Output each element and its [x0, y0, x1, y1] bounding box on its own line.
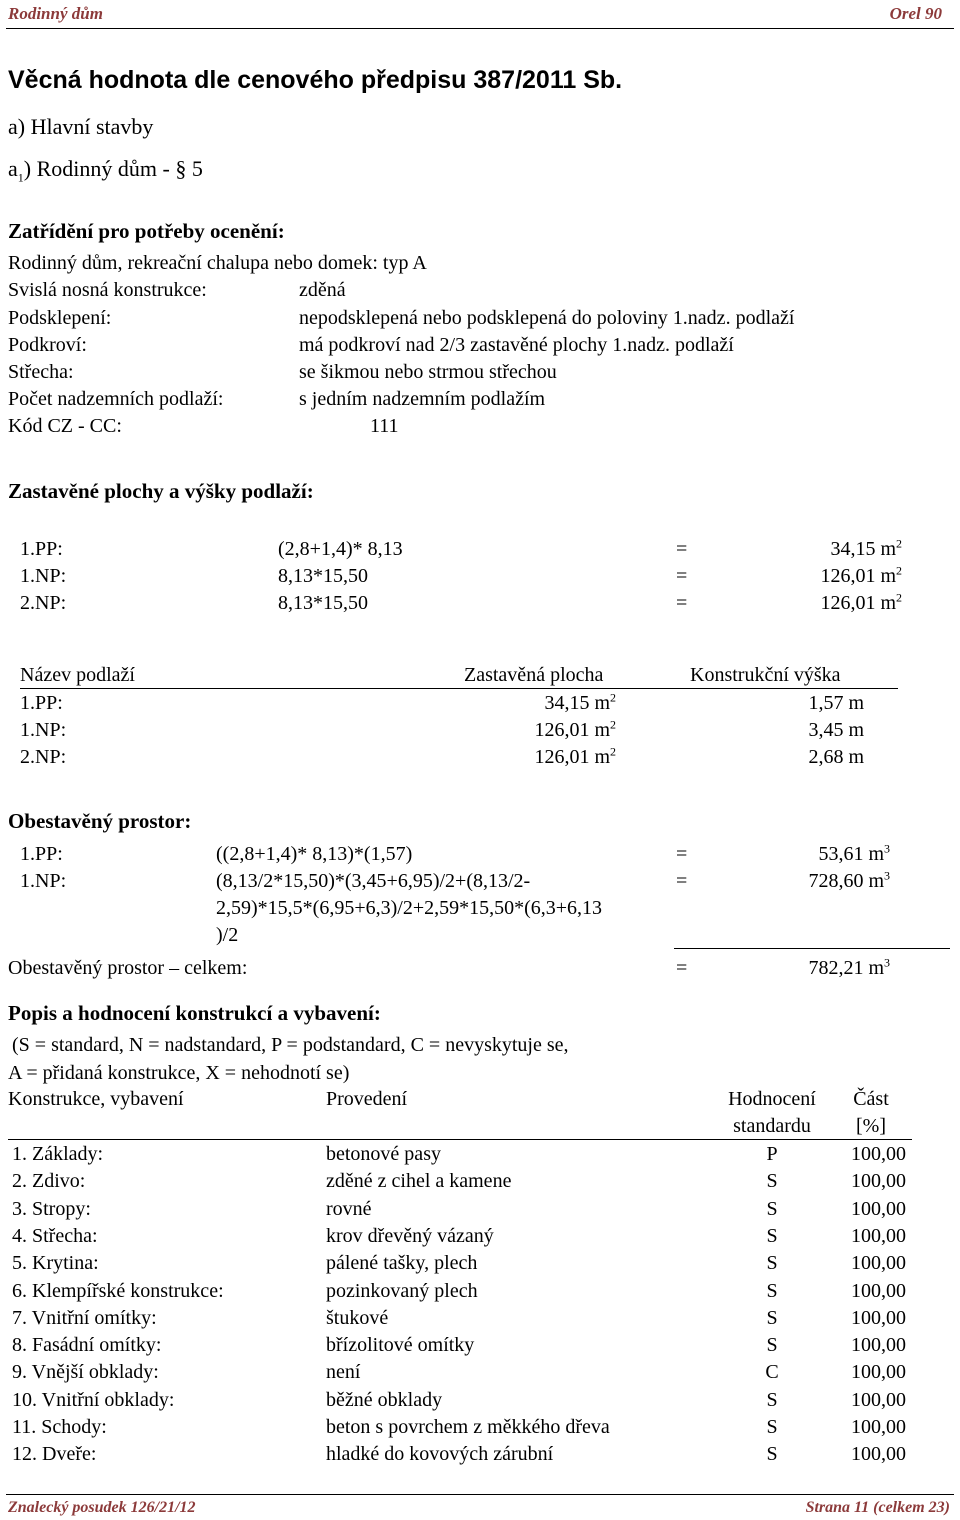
construction-part: 100,00: [851, 1389, 906, 1411]
construction-rating: S: [766, 1334, 778, 1356]
construction-item: 10. Vnitřní obklady:: [12, 1389, 175, 1411]
construction-design: krov dřevěný vázaný: [326, 1225, 494, 1247]
floor-table-name: 2.NP:: [20, 746, 67, 768]
volume-value: 728,60 $m^3$: [808, 868, 890, 892]
construction-part: 100,00: [851, 1198, 906, 1220]
area-value: 126,01 $m^2$: [820, 563, 902, 587]
col-header-part: Část: [853, 1088, 889, 1110]
footer-right: Strana 11 (celkem 23): [805, 1499, 950, 1516]
construction-part: 100,00: [851, 1443, 906, 1465]
floor-table-name: 1.NP:: [20, 719, 67, 741]
construction-item: 2. Zdivo:: [12, 1170, 86, 1192]
construction-rating: S: [766, 1170, 778, 1192]
construction-rating: S: [766, 1416, 778, 1438]
construction-design: betonové pasy: [326, 1143, 441, 1165]
area-value: 34,15 $m^2$: [830, 536, 902, 560]
col-header-rating-sub: standardu: [733, 1115, 811, 1137]
volume-equals: =: [676, 843, 688, 865]
construction-design: zděné z cihel a kamene: [326, 1170, 512, 1192]
construction-part: 100,00: [851, 1416, 906, 1438]
floor-table-area: 126,01 $m^2$: [534, 717, 616, 741]
header-left: Rodinný dům: [8, 4, 103, 23]
construction-design: pozinkovaný plech: [326, 1280, 478, 1302]
constructions-legend: (S = standard, N = nadstandard, P = podstandard, C = nevyskytuje se,: [12, 1034, 569, 1056]
col-header-part-unit: [%]: [856, 1115, 886, 1137]
volume-total-value: 782,21 $m^3$: [808, 955, 890, 979]
construction-design: není: [326, 1361, 361, 1383]
construction-item: 6. Klempířské konstrukce:: [12, 1280, 224, 1302]
header-rule: [6, 28, 954, 29]
construction-design: běžné obklady: [326, 1389, 443, 1411]
classification-label: Svislá nosná konstrukce:: [8, 279, 207, 301]
volume-equals: =: [676, 870, 688, 892]
construction-rating: C: [765, 1361, 779, 1383]
classification-label: Počet nadzemních podlaží:: [8, 388, 224, 410]
floor-table-header-rule: [20, 688, 898, 689]
section-a-heading: a) Hlavní stavby: [8, 114, 154, 139]
footer-left: Znalecký posudek 126/21/12: [8, 1499, 196, 1516]
construction-item: 9. Vnější obklady:: [12, 1361, 159, 1383]
volume-heading: Obestavěný prostor:: [8, 809, 192, 833]
construction-design: hladké do kovových zárubní: [326, 1443, 554, 1465]
construction-rating: S: [766, 1198, 778, 1220]
area-floor: 2.NP:: [20, 592, 67, 614]
construction-item: 8. Fasádní omítky:: [12, 1334, 162, 1356]
volume-formula-line: )/2: [216, 924, 239, 946]
area-formula: (2,8+1,4)* 8,13: [278, 538, 403, 560]
construction-rating: S: [766, 1307, 778, 1329]
classification-value: zděná: [299, 279, 346, 301]
classification-label: Podsklepení:: [8, 307, 112, 329]
volume-formula-line: (8,13/2*15,50)*(3,45+6,95)/2+(8,13/2-: [216, 870, 531, 892]
col-header-rating: Hodnocení: [728, 1088, 816, 1110]
construction-item: 12. Dveře:: [12, 1443, 97, 1465]
floor-table-height: 2,68 m: [808, 746, 864, 768]
constructions-legend: A = přidaná konstrukce, X = nehodnotí se): [8, 1062, 350, 1084]
classification-label: Podkroví:: [8, 334, 87, 356]
construction-item: 5. Krytina:: [12, 1252, 99, 1274]
construction-part: 100,00: [851, 1307, 906, 1329]
construction-rating: P: [766, 1143, 778, 1165]
volume-floor: 1.PP:: [20, 843, 63, 865]
construction-item: 1. Základy:: [12, 1143, 104, 1165]
classification-value: 111: [370, 415, 399, 437]
construction-part: 100,00: [851, 1280, 906, 1302]
volume-floor: 1.NP:: [20, 870, 67, 892]
volume-total-equals: =: [676, 957, 688, 979]
construction-part: 100,00: [851, 1225, 906, 1247]
construction-design: rovné: [326, 1198, 372, 1220]
floor-table-header-name: Název podlaží: [20, 664, 135, 686]
areas-heading: Zastavěné plochy a výšky podlaží:: [8, 479, 314, 503]
construction-part: 100,00: [851, 1334, 906, 1356]
col-header-design: Provedení: [326, 1088, 408, 1110]
area-equals: =: [676, 592, 688, 614]
construction-part: 100,00: [851, 1361, 906, 1383]
section-a1-heading: $a_1$) Rodinný dům - § 5: [8, 156, 203, 185]
construction-rating: S: [766, 1280, 778, 1302]
classification-label: Střecha:: [8, 361, 74, 383]
floor-table-header-area: Zastavěná plocha: [464, 664, 604, 686]
volume-formula: ((2,8+1,4)* 8,13)*(1,57): [216, 843, 413, 865]
construction-item: 3. Stropy:: [12, 1198, 91, 1220]
header-right: Orel 90: [889, 4, 942, 23]
footer-rule: [6, 1494, 954, 1495]
construction-part: 100,00: [851, 1170, 906, 1192]
classification-heading: Zatřídění pro potřeby ocenění:: [8, 219, 285, 243]
construction-design: beton s povrchem z měkkého dřeva: [326, 1416, 610, 1438]
area-formula: 8,13*15,50: [278, 592, 368, 614]
floor-table-height: 1,57 m: [808, 692, 864, 714]
construction-item: 7. Vnitřní omítky:: [12, 1307, 157, 1329]
classification-value: s jedním nadzemním podlažím: [299, 388, 546, 410]
construction-rating: S: [766, 1389, 778, 1411]
classification-value: má podkroví nad 2/3 zastavěné plochy 1.nadz. podlaží: [299, 334, 734, 356]
area-formula: 8,13*15,50: [278, 565, 368, 587]
volume-formula-line: 2,59)*15,5*(6,95+6,3)/2+2,59*15,50*(6,3+6,13: [216, 897, 603, 919]
area-value: 126,01 $m^2$: [820, 590, 902, 614]
construction-item: 4. Střecha:: [12, 1225, 98, 1247]
area-floor: 1.NP:: [20, 565, 67, 587]
floor-table-area: 34,15 $m^2$: [544, 690, 616, 714]
construction-rating: S: [766, 1443, 778, 1465]
floor-table-name: 1.PP:: [20, 692, 63, 714]
construction-part: 100,00: [851, 1143, 906, 1165]
area-equals: =: [676, 538, 688, 560]
construction-rating: S: [766, 1225, 778, 1247]
floor-table-header-height: Konstrukční výška: [690, 664, 841, 686]
constructions-heading: Popis a hodnocení konstrukcí a vybavení:: [8, 1001, 381, 1025]
constructions-header-rule: [8, 1139, 912, 1140]
construction-item: 11. Schody:: [12, 1416, 107, 1438]
construction-design: štukové: [326, 1307, 389, 1329]
classification-label: Kód CZ - CC:: [8, 415, 122, 437]
volume-total-label: Obestavěný prostor – celkem:: [8, 957, 248, 979]
classification-type-line: Rodinný dům, rekreační chalupa nebo domek: typ A: [8, 252, 427, 274]
construction-design: pálené tašky, plech: [326, 1252, 478, 1274]
classification-value: nepodsklepená nebo podsklepená do poloviny 1.nadz. podlaží: [299, 307, 795, 329]
volume-total-rule: [674, 948, 950, 949]
construction-rating: S: [766, 1252, 778, 1274]
construction-design: břízolitové omítky: [326, 1334, 475, 1356]
construction-part: 100,00: [851, 1252, 906, 1274]
page-title: Věcná hodnota dle cenového předpisu 387/2011 Sb.: [8, 66, 623, 94]
volume-value: 53,61 $m^3$: [818, 841, 890, 865]
area-equals: =: [676, 565, 688, 587]
col-header-item: Konstrukce, vybavení: [8, 1088, 184, 1110]
area-floor: 1.PP:: [20, 538, 63, 560]
floor-table-height: 3,45 m: [808, 719, 864, 741]
floor-table-area: 126,01 $m^2$: [534, 744, 616, 768]
classification-value: se šikmou nebo strmou střechou: [299, 361, 557, 383]
